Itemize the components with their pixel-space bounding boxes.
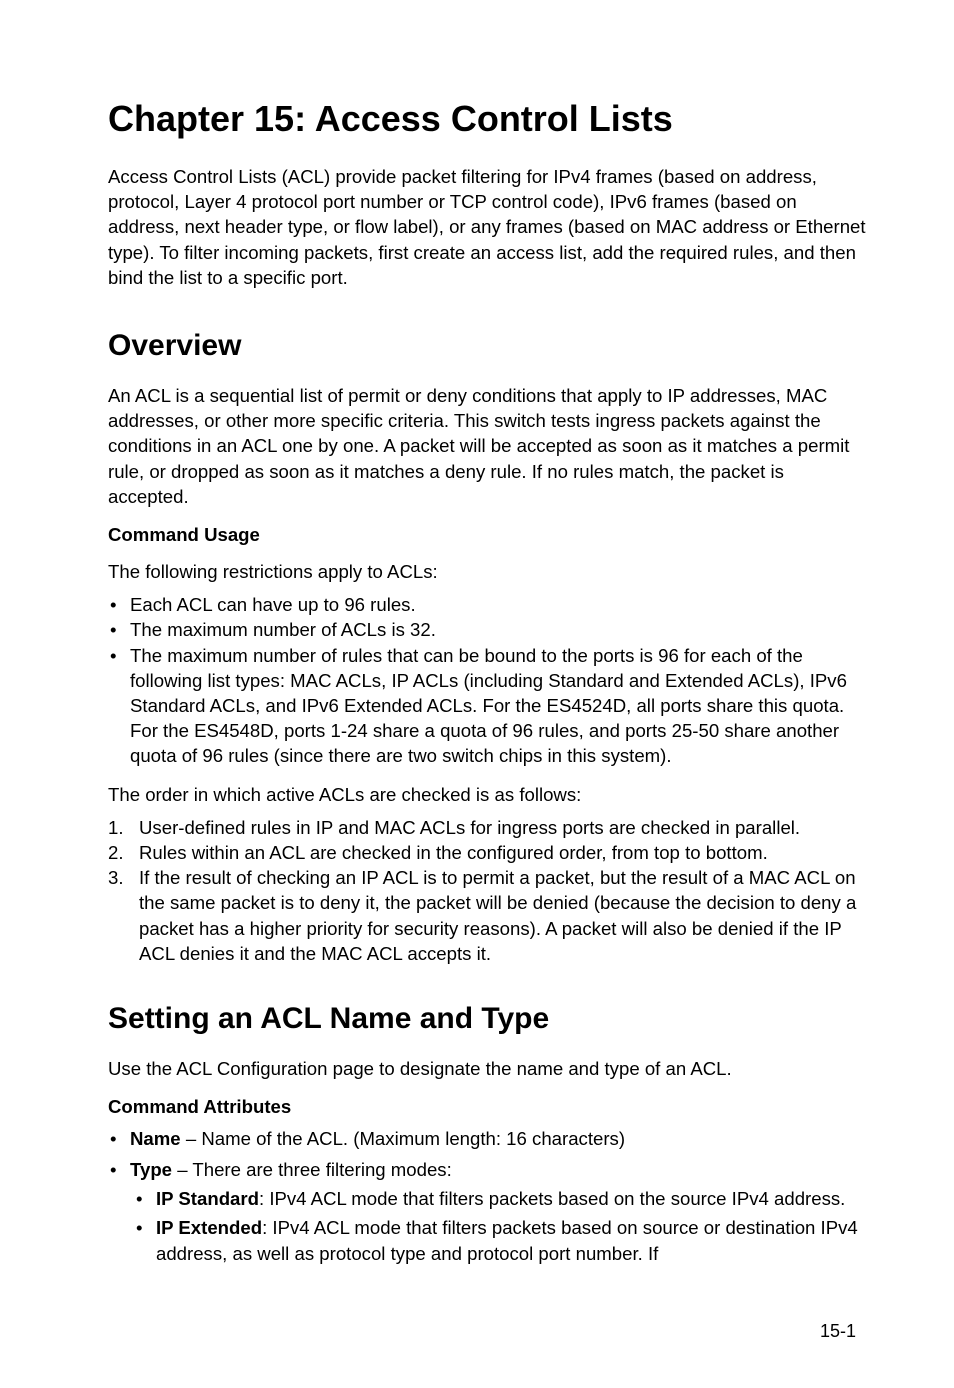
intro-paragraph: Access Control Lists (ACL) provide packet filtering for IPv4 frames (based on address, protocol, Layer 4 protocol port number or TCP control code), IPv6 frames (based on address, next header type, or flow label), or any frames (based on MAC address or Ethernet type). To filter incoming packets, first create an access list, add the required rules, and then bind the list to a specific port. (108, 166, 866, 288)
attr-term-ip-extended: IP Extended (156, 1217, 263, 1239)
setting-section (108, 1000, 868, 1271)
list-item: • Each ACL can have up to 96 rules. (108, 592, 868, 617)
attr-term-type: Type (130, 1158, 173, 1180)
attr-term-name: Name (130, 1128, 181, 1150)
list-item (108, 840, 868, 865)
page-number: 15-1 (820, 1321, 857, 1341)
step-number: 2. (108, 842, 124, 864)
list-item: • The maximum number of ACLs is 32. (108, 617, 868, 642)
chapter-title: Chapter 15: Access Control Lists (108, 98, 673, 139)
command-usage-heading: Command Usage (108, 524, 260, 546)
attr-desc-name: – Name of the ACL. (Maximum length: 16 characters) (180, 1128, 626, 1150)
setting-heading: Setting an ACL Name and Type (108, 1002, 550, 1035)
overview-heading: Overview (108, 329, 242, 362)
attr-desc-ip-standard: : IPv4 ACL mode that filters packets based on the source IPv4 address. (258, 1188, 846, 1210)
list-item: • The maximum number of rules that can be bound to the ports is 96 for each of the following list types: MAC ACLs, IP ACLs (including Standard and Extended ACLs), IPv6 Standard ACLs, and IPv6 Extended ACLs. For the ES4524D, all ports share this quota. For the ES4548D, ports 1-24 share a quota of 96 rules, and ports 25-50 share another quota of 96 rules (since there are two switch chips in this system). (108, 643, 868, 769)
step-number: 3. (108, 867, 124, 889)
attributes-list (108, 1126, 868, 1266)
list-item (130, 1215, 868, 1265)
list-item (108, 1126, 868, 1151)
step-text: If the result of checking an IP ACL is to permit a packet, but the result of a MAC ACL on the same packet is to deny it, the packet will be denied (because the decision to deny a packet has a higher priority for security reasons). A packet will also be denied if the IP ACL denies it and the MAC ACL accepts it. (139, 867, 857, 964)
attr-term-ip-standard: IP Standard (156, 1188, 259, 1210)
attr-desc-type: – There are three filtering modes: (172, 1158, 452, 1180)
attr-desc-ip-extended: : IPv4 ACL mode that filters packets based on source or destination IPv4 address, as well as protocol type and protocol port number. If (156, 1217, 858, 1264)
step-text: User-defined rules in IP and MAC ACLs for ingress ports are checked in parallel. (139, 816, 801, 838)
list-item (108, 1157, 868, 1266)
step-number: 1. (108, 816, 124, 838)
list-item (108, 865, 868, 966)
overview-paragraph: An ACL is a sequential list of permit or deny conditions that apply to IP addresses, MAC addresses, or other more specific criteria. This switch tests ingress packets against the conditions in an ACL one by one. A packet will be accepted as soon as it matches a permit rule, or dropped as soon as it matches a deny rule. If no rules match, the packet is accepted. (108, 385, 850, 507)
restrictions-intro: The following restrictions apply to ACLs: (108, 561, 438, 583)
restrictions-list (108, 592, 868, 768)
overview-section (108, 327, 868, 966)
setting-paragraph: Use the ACL Configuration page to designate the name and type of an ACL. (108, 1058, 732, 1079)
list-item (130, 1186, 868, 1211)
list-item (108, 815, 868, 840)
order-intro: The order in which active ACLs are checked is as follows: (108, 783, 582, 805)
type-sublist (130, 1186, 868, 1266)
command-attributes-heading: Command Attributes (108, 1096, 292, 1118)
step-text: Rules within an ACL are checked in the configured order, from top to bottom. (139, 842, 768, 864)
order-list (108, 815, 868, 966)
intro-block (108, 164, 868, 290)
